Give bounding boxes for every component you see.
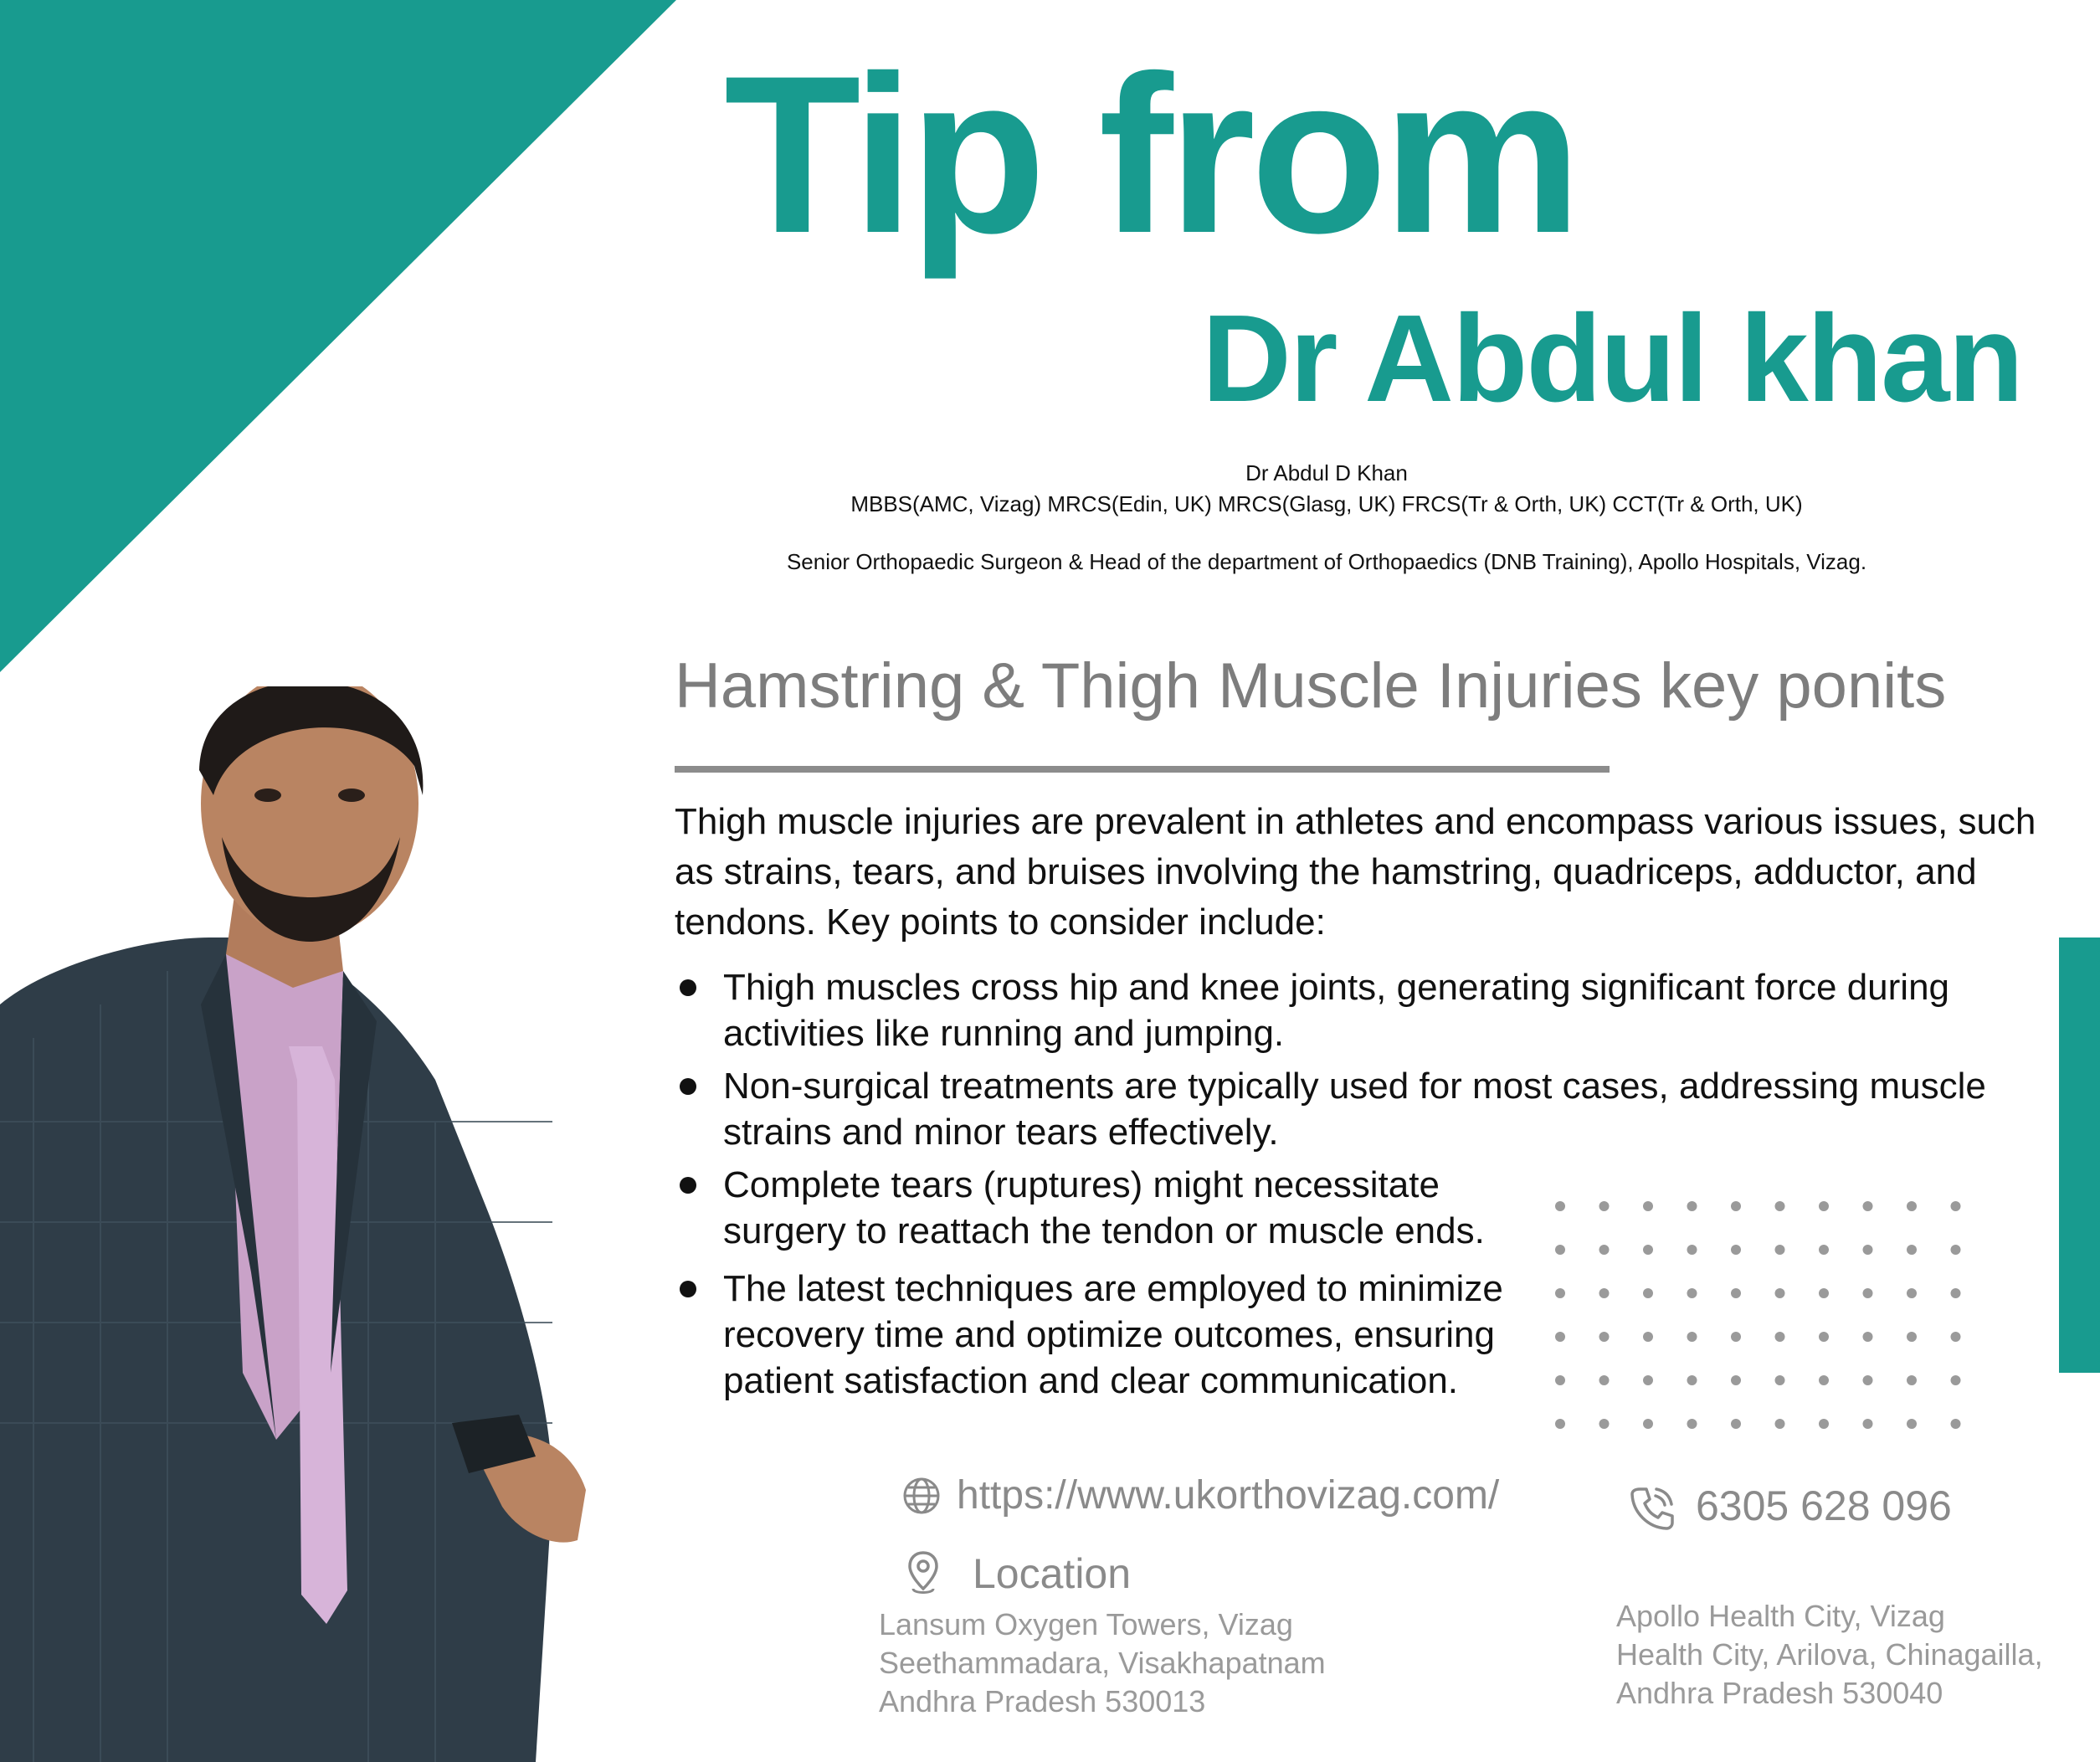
address-apollo	[1616, 1597, 2043, 1713]
globe-icon	[902, 1477, 941, 1515]
decor-dot	[1775, 1245, 1785, 1255]
decor-dot	[1687, 1332, 1697, 1342]
doctor-degrees: MBBS(AMC, Vizag) MRCS(Edin, UK) MRCS(Glasg, UK) FRCS(Tr & Orth, UK) CCT(Tr & Orth, UK)	[850, 491, 1803, 516]
decor-dot	[1599, 1245, 1610, 1255]
decor-dot	[1731, 1332, 1741, 1342]
decor-dot	[1951, 1288, 1961, 1298]
decor-dot	[1863, 1419, 1873, 1429]
address-line: Seethammadara, Visakhapatnam	[879, 1646, 1326, 1680]
address-lansum	[879, 1605, 1326, 1721]
doctor-photo	[0, 686, 603, 1762]
decor-dot	[1907, 1419, 1917, 1429]
decor-dot	[1863, 1332, 1873, 1342]
decor-dot	[1731, 1375, 1741, 1385]
decor-dot	[1599, 1375, 1610, 1385]
list-item	[675, 964, 2056, 1056]
phone-number[interactable]: 6305 628 096	[1696, 1482, 1952, 1529]
decor-dot	[1687, 1375, 1697, 1385]
address-line: Apollo Health City, Vizag	[1616, 1599, 1945, 1633]
decor-dot	[1643, 1201, 1653, 1211]
address-line: Health City, Arilova, Chinagailla,	[1616, 1637, 2043, 1672]
location-label: Location	[973, 1550, 1132, 1597]
decor-dot	[1819, 1419, 1829, 1429]
article-intro: Thigh muscle injuries are prevalent in athletes and encompass various issues, such as strains, tears, and bruises involving the hamstring, quadriceps, adductor, and tendons. Key points to consider include:	[675, 801, 2036, 943]
decor-dot	[1555, 1288, 1565, 1298]
decor-dot	[1687, 1419, 1697, 1429]
point-line: surgery to reattach the tendon or muscle ends.	[723, 1210, 1485, 1251]
bullet-icon	[680, 1078, 696, 1095]
location-pin-icon	[906, 1550, 940, 1597]
side-accent-bar	[2059, 938, 2100, 1373]
decor-dot	[1599, 1332, 1610, 1342]
decor-dot	[1643, 1375, 1653, 1385]
bullet-icon	[680, 979, 696, 996]
decor-dot	[1555, 1245, 1565, 1255]
decor-dot	[1643, 1332, 1653, 1342]
point-line: recovery time and optimize outcomes, ensuring	[723, 1314, 1495, 1355]
phone-icon	[1628, 1484, 1676, 1533]
decor-dot	[1951, 1375, 1961, 1385]
heading-underline	[675, 766, 1610, 773]
article-heading: Hamstring & Thigh Muscle Injuries key ponits	[675, 650, 1947, 722]
decor-dot	[1775, 1375, 1785, 1385]
title-line-2: Dr Abdul khan	[1202, 290, 2022, 428]
decor-dot	[1775, 1332, 1785, 1342]
point-line: strains and minor tears effectively.	[723, 1112, 1279, 1153]
decor-dot	[1599, 1201, 1610, 1211]
decor-dot	[1643, 1419, 1653, 1429]
doctor-name: Dr Abdul D Khan	[1245, 460, 1408, 485]
decor-dot	[1907, 1375, 1917, 1385]
decor-dot	[1951, 1332, 1961, 1342]
decor-dot	[1731, 1419, 1741, 1429]
decor-dot	[1599, 1288, 1610, 1298]
point-line: Thigh muscles cross hip and knee joints, generating significant force during	[723, 967, 1950, 1008]
website-link[interactable]: https://www.ukorthovizag.com/	[957, 1473, 1500, 1518]
title-line-1: Tip from	[724, 28, 1578, 280]
point-line: Complete tears (ruptures) might necessitate	[723, 1164, 1440, 1205]
decor-dot	[1907, 1288, 1917, 1298]
decor-dot	[1687, 1245, 1697, 1255]
decor-dot	[1731, 1288, 1741, 1298]
decor-dot	[1555, 1201, 1565, 1211]
decor-dot	[1775, 1288, 1785, 1298]
decor-dot	[1863, 1288, 1873, 1298]
decor-dot	[1687, 1201, 1697, 1211]
decor-dot	[1731, 1201, 1741, 1211]
decor-dot	[1951, 1201, 1961, 1211]
decor-dot	[1555, 1375, 1565, 1385]
address-line: Andhra Pradesh 530013	[879, 1684, 1206, 1718]
point-line: activities like running and jumping.	[723, 1013, 1285, 1054]
decor-dot	[1951, 1245, 1961, 1255]
decor-dot	[1907, 1332, 1917, 1342]
decor-dot	[1599, 1419, 1610, 1429]
decor-dot	[1863, 1245, 1873, 1255]
bullet-icon	[680, 1281, 696, 1297]
decor-dot	[1775, 1201, 1785, 1211]
decor-dot	[1555, 1332, 1565, 1342]
point-line: The latest techniques are employed to minimize	[723, 1268, 1503, 1309]
teal-corner-triangle	[0, 0, 678, 674]
point-line: patient satisfaction and clear communication.	[723, 1360, 1459, 1401]
decor-dot	[1819, 1332, 1829, 1342]
decor-dot	[1819, 1375, 1829, 1385]
bullet-icon	[680, 1177, 696, 1194]
decor-dot	[1907, 1201, 1917, 1211]
decor-dot	[1907, 1245, 1917, 1255]
decor-dot	[1819, 1201, 1829, 1211]
address-line: Andhra Pradesh 530040	[1616, 1676, 1943, 1710]
decor-dot	[1819, 1245, 1829, 1255]
decor-dot	[1775, 1419, 1785, 1429]
decor-dot	[1863, 1201, 1873, 1211]
decor-dot	[1951, 1419, 1961, 1429]
decor-dot	[1687, 1288, 1697, 1298]
decor-dot	[1643, 1288, 1653, 1298]
address-line: Lansum Oxygen Towers, Vizag	[879, 1607, 1293, 1641]
decor-dot	[1643, 1245, 1653, 1255]
list-item	[675, 1063, 2056, 1155]
point-line: Non-surgical treatments are typically used for most cases, addressing muscle	[723, 1066, 1986, 1107]
doctor-position: Senior Orthopaedic Surgeon & Head of the department of Orthopaedics (DNB Training), Apollo Hospitals, Vizag.	[786, 549, 1867, 574]
dot-grid-decoration	[1548, 1193, 1967, 1436]
decor-dot	[1819, 1288, 1829, 1298]
decor-dot	[1731, 1245, 1741, 1255]
decor-dot	[1863, 1375, 1873, 1385]
decor-dot	[1555, 1419, 1565, 1429]
